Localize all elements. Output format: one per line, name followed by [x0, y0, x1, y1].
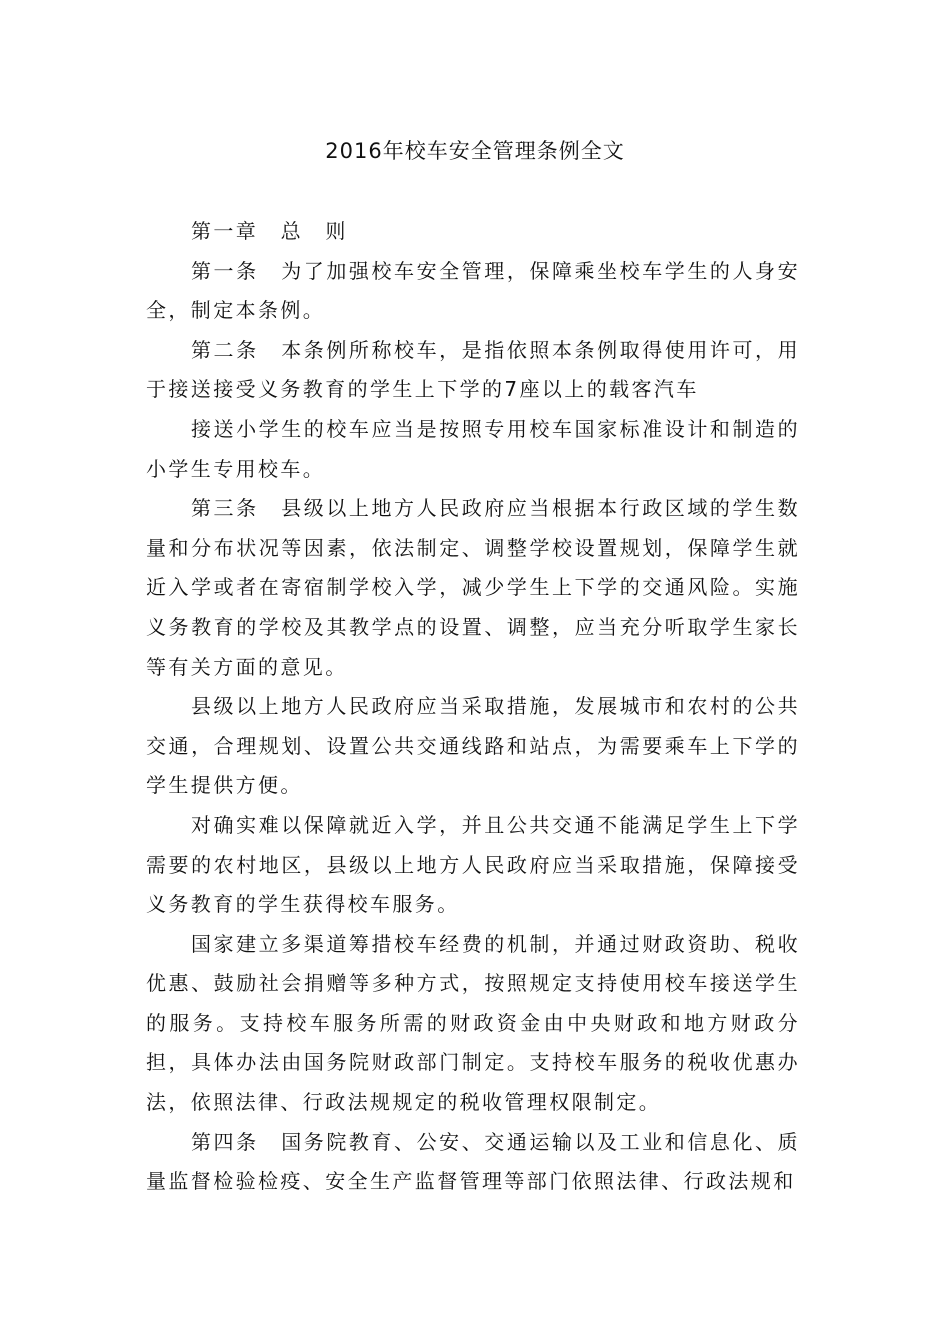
article-4-paragraph: 第四条 国务院教育、公安、交通运输以及工业和信息化、质量监督检验检疫、安全生产监督管理等部门依照法律、行政法规和: [146, 1129, 800, 1194]
document-title: 2016年校车安全管理条例全文: [325, 139, 625, 163]
chapter-heading: 第一章 总 则: [191, 219, 348, 243]
article-3-paragraph: 第三条 县级以上地方人民政府应当根据本行政区域的学生数量和分布状况等因素，依法制定、调整学校设置规划，保障学生就近入学或者在寄宿制学校入学，减少学生上下学的交通风险。实施义务教育的学校及其教学点的设置、调整，应当充分听取学生家长等有关方面的意见。: [146, 496, 800, 679]
article-1-paragraph: 第一条 为了加强校车安全管理，保障乘坐校车学生的人身安全，制定本条例。: [146, 258, 800, 323]
article-2-paragraph-2: 接送小学生的校车应当是按照专用校车国家标准设计和制造的小学生专用校车。: [146, 416, 800, 481]
article-3-paragraph-2: 县级以上地方人民政府应当采取措施，发展城市和农村的公共交通，合理规划、设置公共交通线路和站点，为需要乘车上下学的学生提供方便。: [146, 694, 800, 798]
document-body: [146, 212, 800, 1202]
article-3-paragraph-4: 国家建立多渠道筹措校车经费的机制，并通过财政资助、税收优惠、鼓励社会捐赠等多种方式，按照规定支持使用校车接送学生的服务。支持校车服务所需的财政资金由中央财政和地方财政分担，具体办法由国务院财政部门制定。支持校车服务的税收优惠办法，依照法律、行政法规规定的税收管理权限制定。: [146, 931, 800, 1115]
article-3-paragraph-3: 对确实难以保障就近入学，并且公共交通不能满足学生上下学需要的农村地区，县级以上地方人民政府应当采取措施，保障接受义务教育的学生获得校车服务。: [146, 812, 800, 917]
article-2-paragraph: 第二条 本条例所称校车，是指依照本条例取得使用许可，用于接送接受义务教育的学生上下学的7座以上的载客汽车: [146, 337, 800, 402]
